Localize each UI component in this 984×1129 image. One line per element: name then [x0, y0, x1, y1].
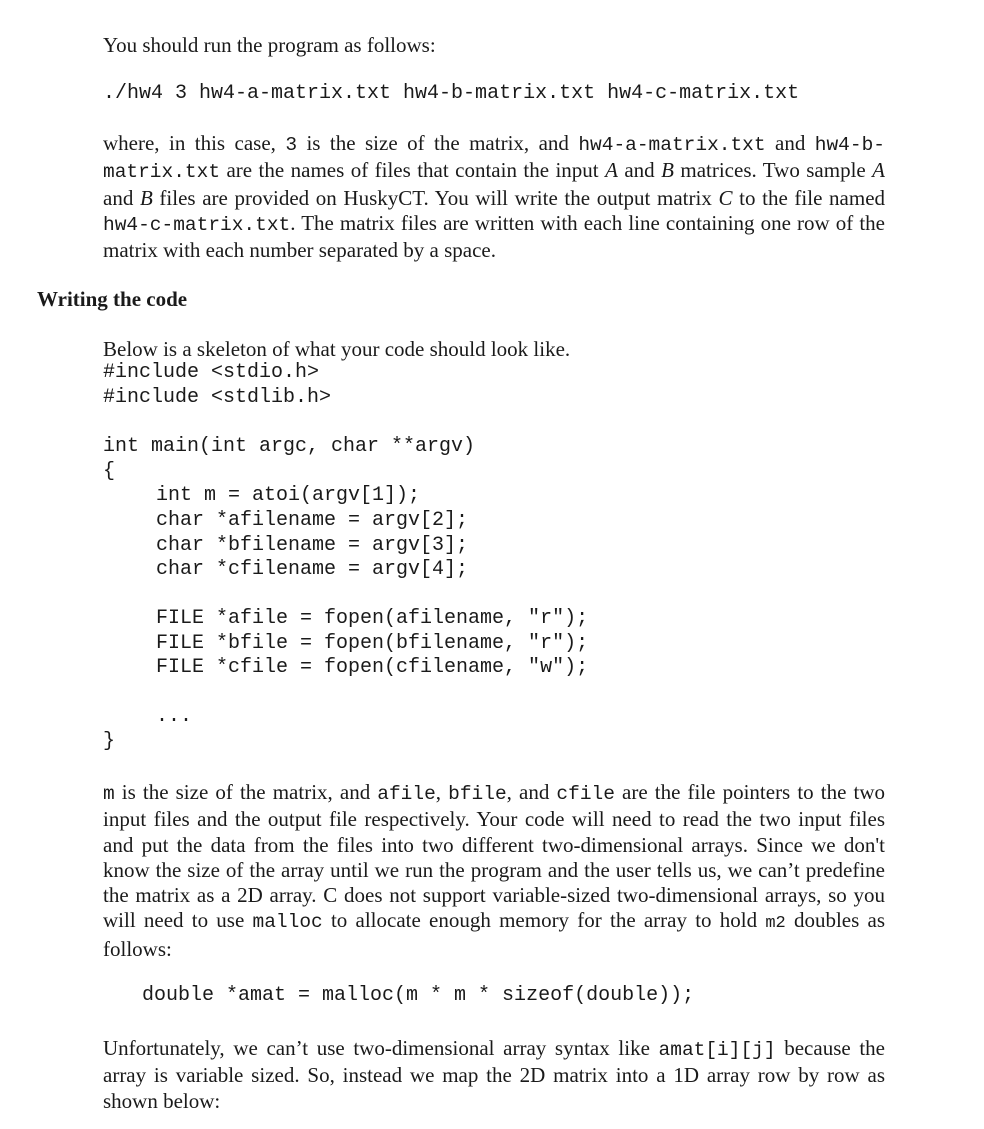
paragraph-file-pointers: m is the size of the matrix, and afile, bfile, and cfile are the file pointers to the two input files and the output file respectively. Your code will need to read the two input files and put the data from the files into two different two-dimensional arrays. Since we don't know the size of the array until we run the program and the user tells us, we can’t predefine the matrix as a 2D array. C does not support variable-sized two-dimensional arrays, so you will need to use malloc to allocate enough memory for the array to hold m2 doubles as follows: — [103, 780, 885, 961]
code-line: int main(int argc, char **argv) — [103, 435, 476, 458]
code-line: FILE *bfile = fopen(bfilename, "r"); — [156, 632, 589, 655]
inline-code: m2 — [765, 914, 786, 934]
code-line: FILE *afile = fopen(afilename, "r"); — [156, 607, 589, 630]
inline-code: 3 — [285, 134, 298, 156]
paragraph-array-mapping: Unfortunately, we can’t use two-dimensional array syntax like amat[i][j] because the array is variable sized. So, instead we map the 2D matrix into a 1D array row by row as shown below: — [103, 1036, 885, 1113]
code-line: } — [103, 730, 116, 753]
inline-code: afile — [377, 783, 436, 805]
inline-code: malloc — [252, 911, 323, 934]
code-line: #include <stdlib.h> — [103, 386, 332, 409]
code-line: FILE *cfile = fopen(cfilename, "w"); — [156, 656, 589, 679]
code-line: ... — [156, 705, 193, 728]
run-instructions: You should run the program as follows: — [103, 33, 436, 57]
inline-code: hw4-b-matrix.txt — [103, 134, 885, 184]
code-line: char *bfilename = argv[3]; — [156, 534, 469, 557]
malloc-code-line: double *amat = malloc(m * m * sizeof(double)); — [142, 984, 695, 1007]
inline-code: hw4-a-matrix.txt — [578, 134, 766, 156]
code-line: { — [103, 460, 116, 483]
inline-code: hw4-c-matrix.txt — [103, 213, 291, 236]
section-heading: Writing the code — [37, 287, 188, 311]
skeleton-intro: Below is a skeleton of what your code should look like. — [103, 337, 571, 361]
run-command: ./hw4 3 hw4-a-matrix.txt hw4-b-matrix.txt hw4-c-matrix.txt — [103, 82, 800, 105]
code-line: int m = atoi(argv[1]); — [156, 484, 421, 507]
inline-code: cfile — [556, 783, 615, 805]
inline-code: m — [103, 783, 115, 805]
code-line: #include <stdio.h> — [103, 361, 320, 384]
inline-code: bfile — [448, 783, 507, 805]
code-line: char *afilename = argv[2]; — [156, 509, 469, 532]
code-line: char *cfilename = argv[4]; — [156, 558, 469, 581]
paragraph-matrix-files: where, in this case, 3 is the size of the matrix, and hw4-a-matrix.txt and hw4-b-matrix.txt are the names of files that contain the input A and B matrices. Two sample A and B files are provided on HuskyCT. You will write the output matrix C to the file named hw4-c-matrix.txt. The matrix files are written with each line containing one row of the matrix with each number separated by a space. — [103, 131, 886, 263]
inline-code: amat[i][j] — [658, 1039, 776, 1061]
